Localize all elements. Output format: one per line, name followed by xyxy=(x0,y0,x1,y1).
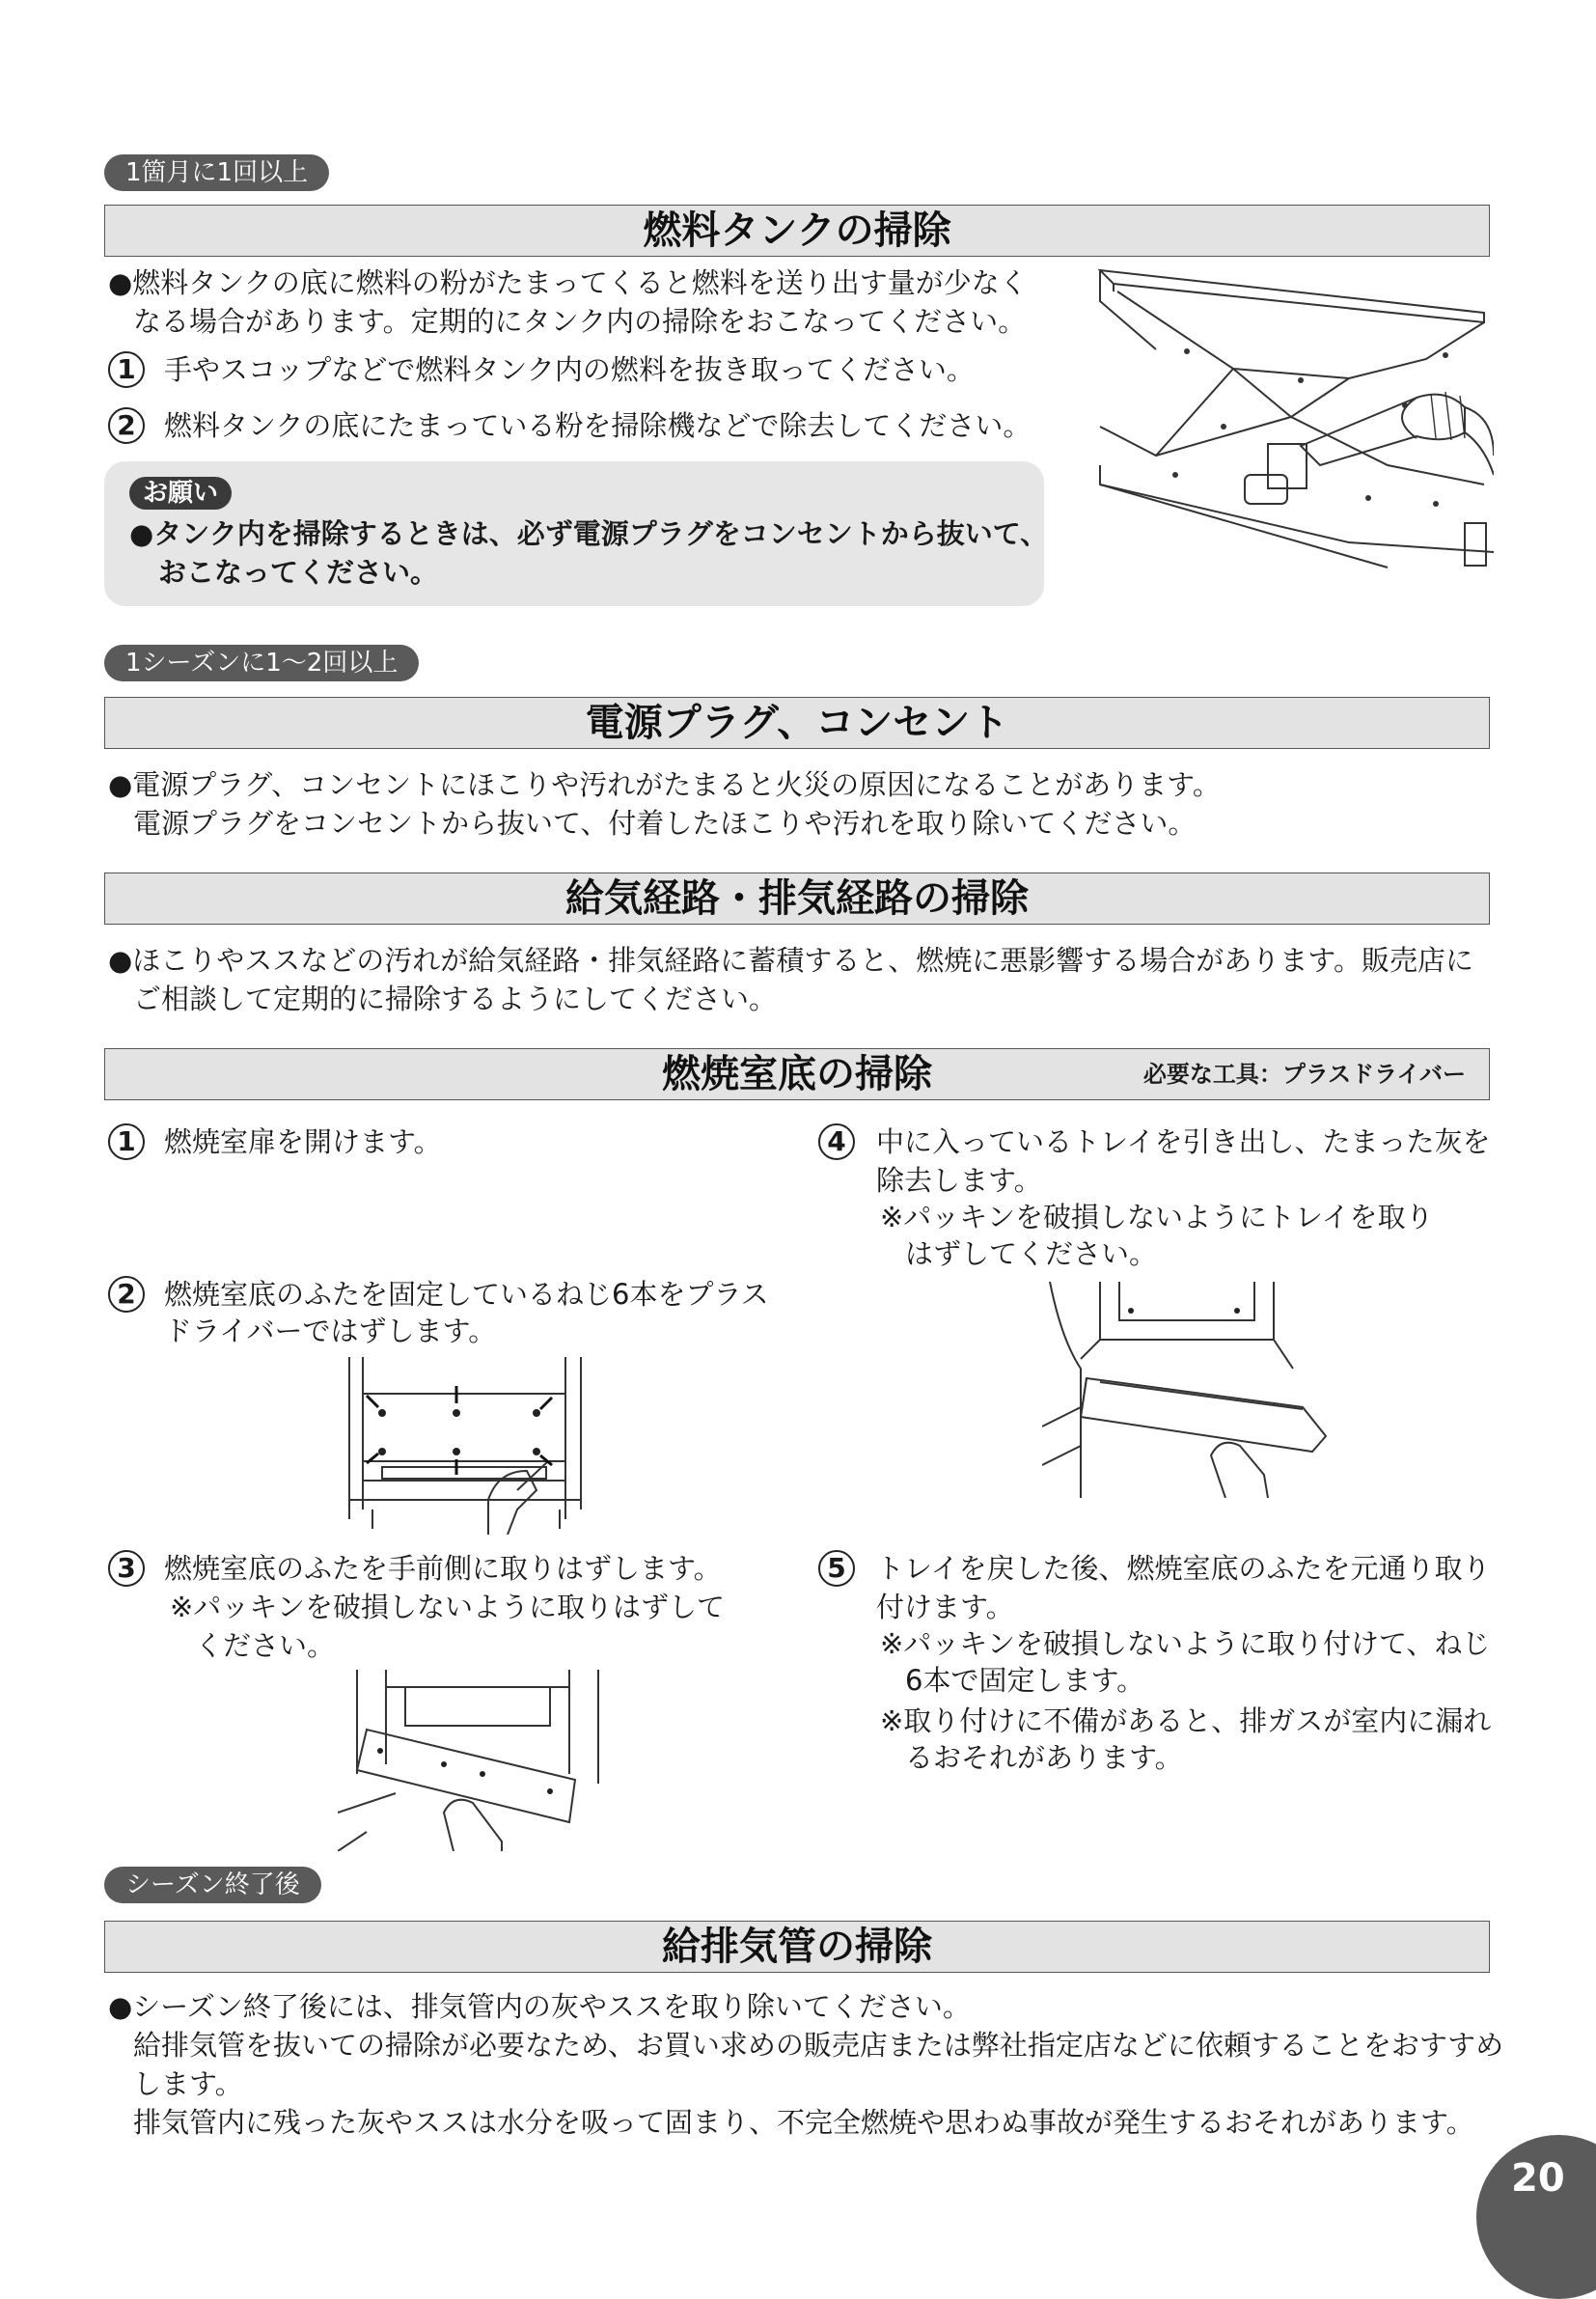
floor-step3-line2: ※パッキンを破損しないように取りはずして xyxy=(170,1591,726,1623)
section-header-combustion-floor xyxy=(104,1048,1490,1100)
fuel-tank-step1-text: 手やスコップなどで燃料タンク内の燃料を抜き取ってください。 xyxy=(164,353,975,386)
step-number-3: 3 xyxy=(108,1550,145,1587)
intake-exhaust-line1: ●ほこりやススなどの汚れが給気経路・排気経路に蓄積すると、燃焼に悪影響する場合があります。販売店に xyxy=(108,944,1473,977)
power-plug-line2: 電源プラグをコンセントから抜いて、付着したほこりや汚れを取り除いてください。 xyxy=(133,807,1197,840)
frequency-badge-season: 1シーズンに1～2回以上 xyxy=(104,645,419,681)
required-tools: 必要な工具：プラスドライバー xyxy=(1142,1061,1466,1088)
caution-box xyxy=(104,461,1049,606)
floor-step2-line1: 燃焼室底のふたを固定しているねじ6本をプラス xyxy=(164,1278,769,1311)
section-title-intake-exhaust: 給気経路・排気経路の掃除 xyxy=(565,876,1029,921)
floor-step3-line3: ください。 xyxy=(195,1629,336,1662)
power-plug-line1: ●電源プラグ、コンセントにほこりや汚れがたまると火災の原因になることがあります。 xyxy=(108,768,1221,801)
step-number-1: 1 xyxy=(108,1123,145,1160)
caution-label: お願い xyxy=(129,477,232,510)
fuel-tank-intro-line2: なる場合があります。定期的にタンク内の掃除をおこなってください。 xyxy=(133,305,1027,338)
floor-step5-line3: ※パッキンを破損しないように取り付けて、ねじ xyxy=(880,1627,1491,1660)
floor-step5-line6: るおそれがあります。 xyxy=(905,1741,1183,1774)
floor-step5-line5: ※取り付けに不備があると、排ガスが室内に漏れ xyxy=(880,1704,1492,1737)
floor-step3-line1: 燃焼室底のふたを手前側に取りはずします。 xyxy=(164,1552,722,1585)
flue-pipe-line1: ●シーズン終了後には、排気管内の灰やススを取り除いてください。 xyxy=(108,1990,971,2023)
remove-screws-illustration xyxy=(344,1355,598,1535)
floor-step4-line4: はずしてください。 xyxy=(905,1237,1158,1270)
frequency-badge-monthly: 1箇月に1回以上 xyxy=(104,154,329,191)
floor-step4-line2: 除去します。 xyxy=(876,1164,1042,1197)
frequency-badge-end-of-season: シーズン終了後 xyxy=(104,1867,321,1903)
pull-out-tray-illustration xyxy=(1042,1282,1328,1498)
section-title-flue-pipe: 給排気管の掃除 xyxy=(662,1925,932,1969)
caution-line1: ●タンク内を掃除するときは、必ず電源プラグをコンセントから抜いて、 xyxy=(129,517,1049,550)
fuel-tank-step2-text: 燃料タンクの底にたまっている粉を掃除機などで除去してください。 xyxy=(164,409,1032,442)
fuel-tank-vacuum-illustration xyxy=(1098,263,1494,569)
step-number-1: 1 xyxy=(108,351,145,388)
section-header-intake-exhaust xyxy=(104,873,1490,925)
remove-floor-cover-illustration xyxy=(338,1668,610,1851)
fuel-tank-intro-line1: ●燃料タンクの底に燃料の粉がたまってくると燃料を送り出す量が少なく xyxy=(108,266,1028,299)
intake-exhaust-line2: ご相談して定期的に掃除するようにしてください。 xyxy=(133,983,778,1015)
floor-step4-line3: ※パッキンを破損しないようにトレイを取り xyxy=(880,1201,1434,1233)
section-title-power-plug: 電源プラグ、コンセント xyxy=(585,701,1009,745)
step-number-4: 4 xyxy=(818,1123,855,1160)
section-title-combustion-floor: 燃焼室底の掃除 xyxy=(662,1052,932,1096)
floor-step2-line2: ドライバーではずします。 xyxy=(164,1315,497,1347)
section-title-fuel-tank: 燃料タンクの掃除 xyxy=(643,208,951,253)
flue-pipe-line4: 排気管内に残った灰やススは水分を吸って固まり、不完全燃焼や思わぬ事故が発生するおそれがあります。 xyxy=(133,2106,1474,2139)
floor-step1-text: 燃焼室扉を開けます。 xyxy=(164,1125,442,1158)
flue-pipe-line3: します。 xyxy=(133,2067,243,2100)
step-number-5: 5 xyxy=(818,1550,855,1587)
section-header-power-plug xyxy=(104,697,1490,749)
page-number-badge xyxy=(1476,2135,1596,2299)
step-number-2: 2 xyxy=(108,1276,145,1313)
floor-step4-line1: 中に入っているトレイを引き出し、たまった灰を xyxy=(876,1125,1491,1158)
flue-pipe-line2: 給排気管を抜いての掃除が必要なため、お買い求めの販売店または弊社指定店などに依頼することをおすすめ xyxy=(133,2029,1504,2062)
section-header-fuel-tank xyxy=(104,205,1490,257)
section-header-flue-pipe xyxy=(104,1921,1490,1973)
step-number-2: 2 xyxy=(108,407,145,444)
floor-step5-line2: 付けます。 xyxy=(876,1591,1014,1623)
caution-line2: おこなってください。 xyxy=(158,556,439,589)
floor-step5-line4: 6本で固定します。 xyxy=(905,1664,1145,1697)
page-number: 20 xyxy=(1511,2156,1565,2201)
floor-step5-line1: トレイを戻した後、燃焼室底のふたを元通り取り xyxy=(876,1552,1491,1585)
